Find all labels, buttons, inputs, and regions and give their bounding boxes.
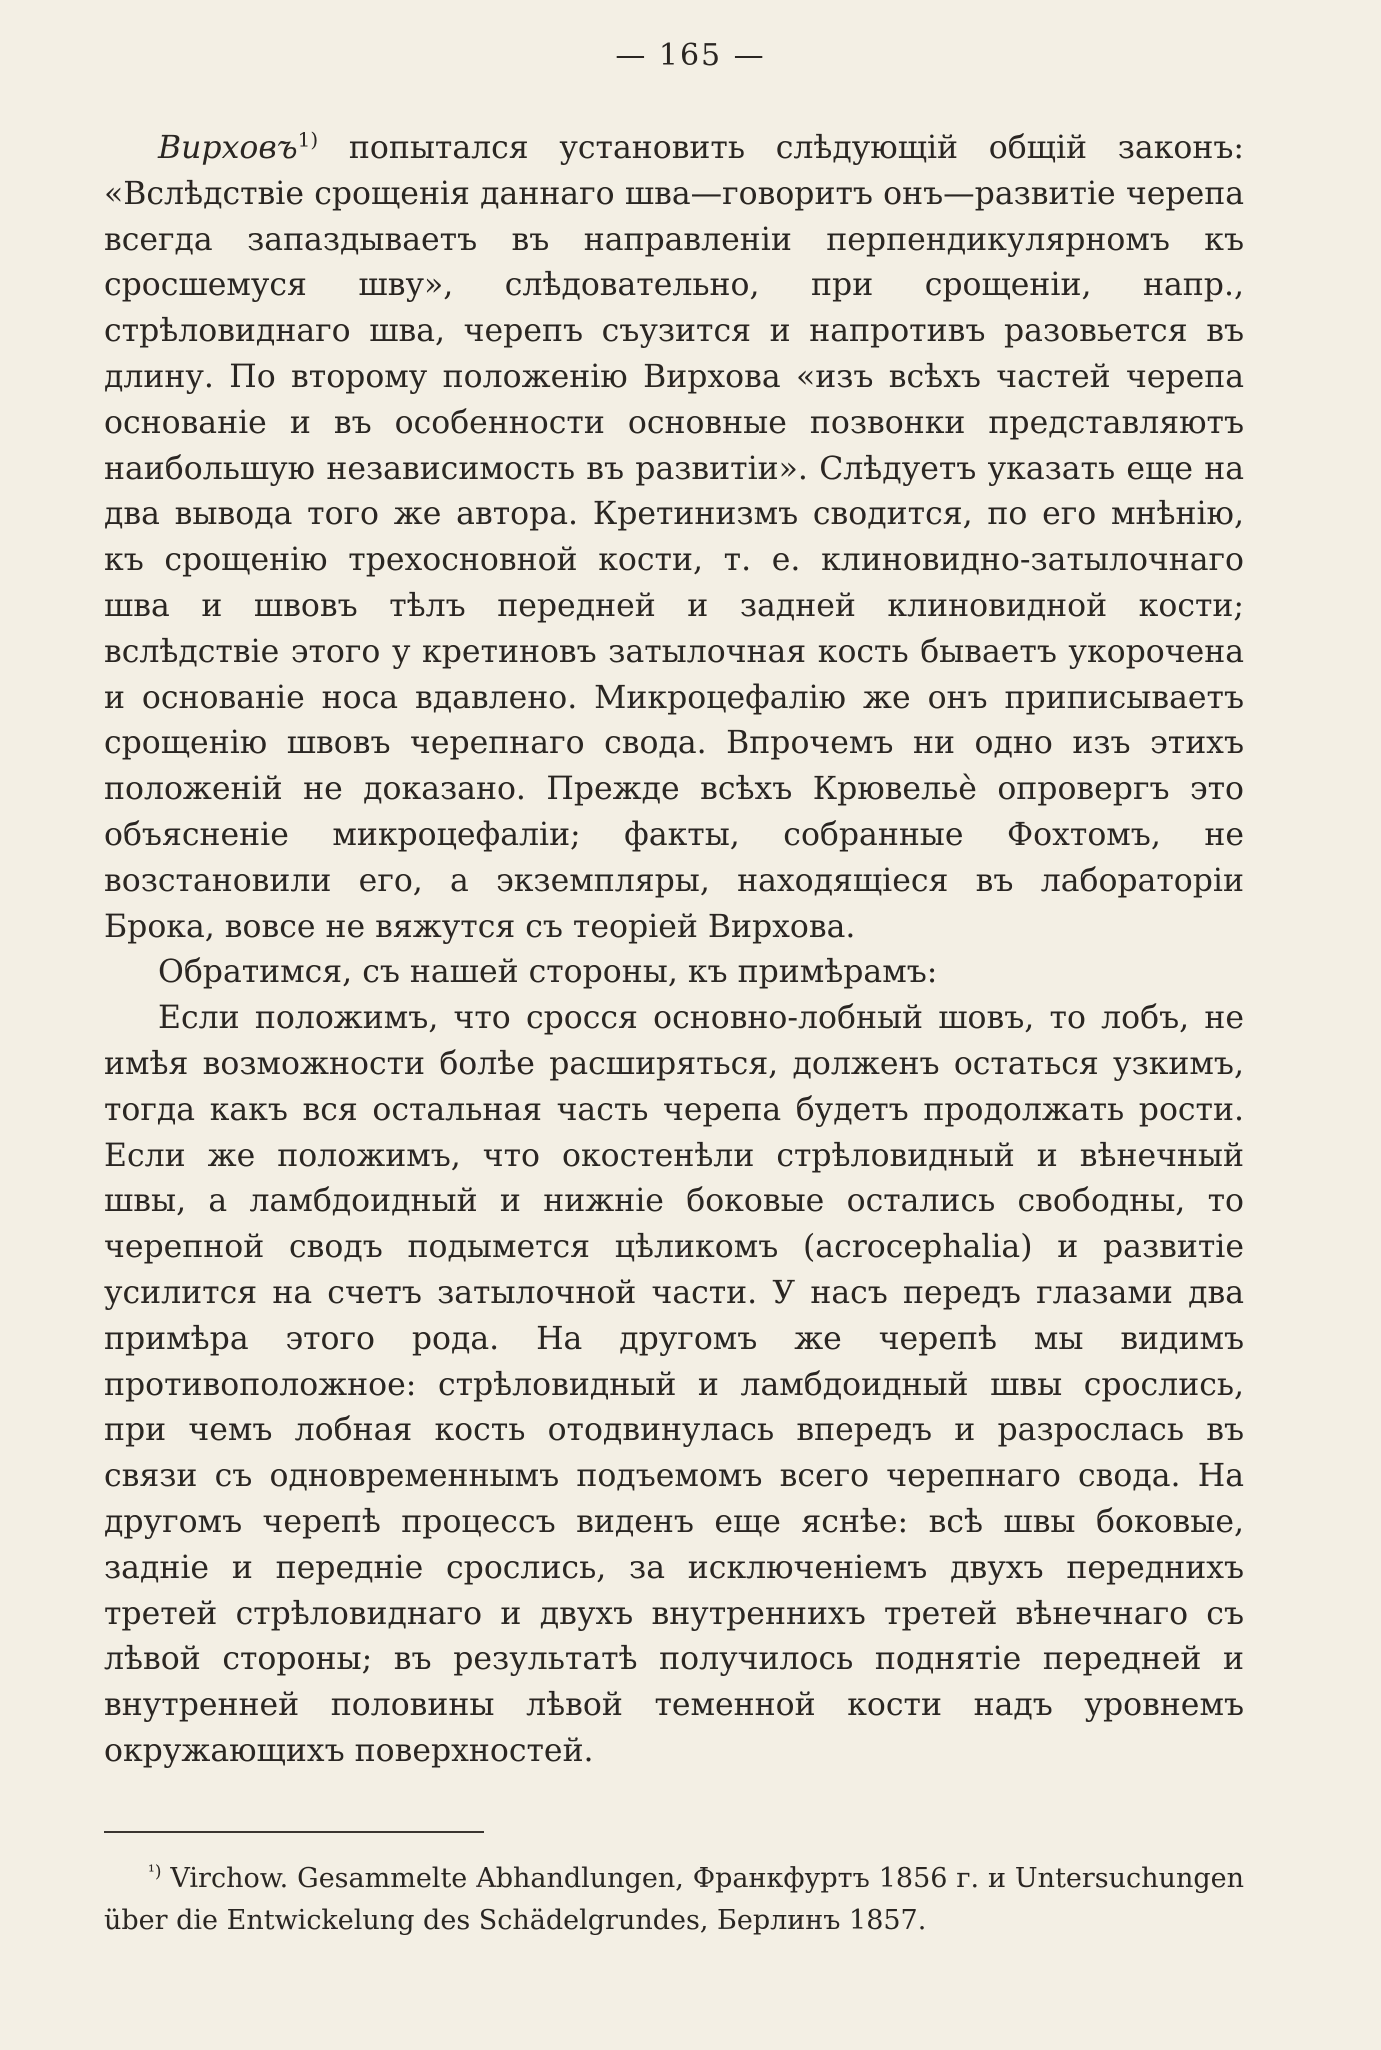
paragraph-3: Если положимъ, что сросся основно-лобный шовъ, то лобъ, не имѣя возможности болѣе расширяться, долженъ остаться узкимъ, тогда какъ вся остальная часть черепа будетъ продолжать рости. Если же положимъ, что окостенѣли стрѣловидный и вѣнечный швы, а ламбдоидный и нижніе боковые остались свободны, то черепной сводъ подымется цѣликомъ (acrocephalia) и развитіе усилится на счетъ затылочной части. У насъ передъ глазами два примѣра этого рода. На другомъ же черепѣ мы видимъ противоположное: стрѣловидный и ламбдоидный швы срослись, при чемъ лобная кость отодвинулась впередъ и разрослась въ связи съ одновременнымъ подъемомъ всего черепнаго свода. На другомъ черепѣ процессъ виденъ еще яснѣе: всѣ швы боковые, задніе и передніе срослись, за исключеніемъ двухъ переднихъ третей стрѣловиднаго и двухъ внутреннихъ третей вѣнечнаго съ лѣвой стороны; въ результатѣ получилось поднятіе передней и внутренней половины лѣвой теменной кости надъ уровнемъ окружающихъ поверхностей.	[104, 1000, 1244, 1769]
footnote-divider	[104, 1831, 484, 1833]
footnote	[104, 1858, 1244, 1942]
page-number: — 165 —	[615, 38, 766, 73]
paragraph-2: Обратимся, съ нашей стороны, къ примѣрамъ:	[158, 954, 938, 991]
paragraph-text: попытался установить слѣдующій общій законъ: «Вслѣдствіе срощенія даннаго шва—говоритъ онъ—развитіе черепа всегда запаздываетъ въ направленіи перпендикулярномъ къ сросшемуся шву», слѣдовательно, при срощеніи, напр., стрѣловиднаго шва, черепъ съузится и напротивъ разовьется въ длину. По второму положенію Вирхова «изъ всѣхъ частей черепа основаніе и въ особенности основные позвонки представляютъ наибольшую независимость въ развитіи». Слѣдуетъ указать еще на два вывода того же автора. Кретинизмъ сводится, по его мнѣнію, къ срощенію трехосновной кости, т. е. клиновидно-затылочнаго шва и швовъ тѣлъ передней и задней клиновидной кости; вслѣдствіе этого у кретиновъ затылочная кость бываетъ укорочена и основаніе носа вдавлено. Микроцефалію же онъ приписываетъ срощенію швовъ черепнаго свода. Впрочемъ ни одно изъ этихъ положеній не доказано. Прежде всѣхъ Крювельѐ опровергъ это объясненіе микроцефаліи; факты, собранные Фохтомъ, не возстановили его, а экземпляры, находящіеся въ лабораторіи Брока, вовсе не вяжутся съ теоріей Вирхова.	[104, 130, 1244, 945]
footnote-marker: ¹)	[148, 1862, 162, 1882]
paragraph-1	[104, 126, 1244, 950]
author-name: Вирховъ	[158, 130, 298, 166]
footnote-paragraph	[104, 1858, 1244, 1942]
body-text	[104, 126, 1244, 1775]
footnote-text: Virchow. Gesammelte Abhandlungen, Франкфуртъ 1856 г. и Untersuchungen über die Entwickelung des Schädelgrundes, Берлинъ 1857.	[104, 1863, 1244, 1936]
footnote-reference: 1)	[297, 127, 319, 152]
